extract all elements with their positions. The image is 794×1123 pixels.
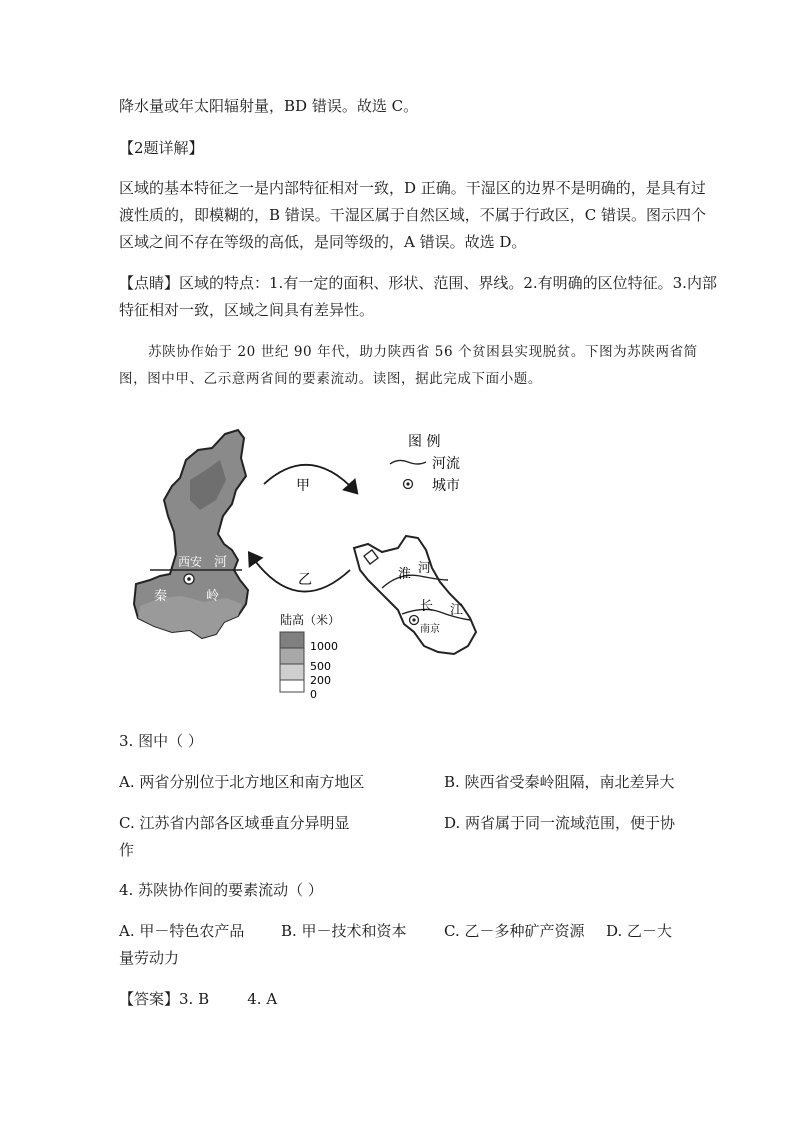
- q4-option-d[interactable]: D. 乙－大: [606, 922, 673, 940]
- q3-stem: 3. 图中（ ）: [119, 732, 203, 750]
- arrow-jia: [264, 465, 356, 492]
- two-province-map: [120, 420, 500, 710]
- q4-option-c[interactable]: C. 乙－多种矿产资源: [444, 922, 585, 940]
- answer-text: 3. B 4. A: [179, 990, 278, 1008]
- q3-option-d[interactable]: D. 两省属于同一流域范围，便于协: [444, 814, 676, 832]
- elev-label-500: 500: [310, 660, 331, 673]
- label-xian: 西安: [178, 555, 203, 569]
- text-line-5: 区域之间不存在等级的高低，是同等级的，A 错误。故选 D。: [119, 233, 527, 251]
- label-jia: 甲: [296, 478, 310, 494]
- q4-option-b[interactable]: B. 甲－技术和资本: [281, 922, 407, 940]
- legend-title: 图 例: [408, 434, 441, 450]
- q4-option-d-cont: 量劳动力: [119, 949, 180, 967]
- label-wei: 渭: [148, 555, 162, 570]
- label-he-jiangsu: 河: [418, 561, 432, 576]
- q3-option-b[interactable]: B. 陕西省受秦岭阻隔，南北差异大: [444, 773, 675, 791]
- q3-option-c[interactable]: C. 江苏省内部各区域垂直分异明显: [119, 814, 350, 832]
- q3-option-d-cont: 作: [119, 841, 135, 859]
- passage-line-2: 图，图中甲、乙示意两省间的要素流动。读图，据此完成下面小题。: [119, 371, 542, 387]
- elev-swatch-0: [280, 680, 304, 692]
- text-line-4: 渡性质的，即模糊的，B 错误。干湿区属于自然区域，不属于行政区，C 错误。图示四个: [119, 206, 707, 224]
- elev-swatch-200: [280, 664, 304, 680]
- legend-river-label: 河流: [432, 456, 460, 472]
- label-nanjing: 南京: [420, 624, 440, 635]
- text-line-1: 降水量或年太阳辐射量，BD 错误。故选 C。: [119, 97, 419, 115]
- legend-river-icon: [390, 460, 426, 464]
- text-line-3: 区域的基本特征之一是内部特征相对一致，D 正确。干湿区的边界不是明确的，是具有过: [119, 179, 706, 197]
- text-line-6: 【点睛】区域的特点：1.有一定的面积、形状、范围、界线。2.有明确的区位特征。3.内部: [119, 274, 717, 292]
- q4-option-a[interactable]: A. 甲－特色农产品: [119, 922, 245, 940]
- answer-line: [119, 989, 277, 1009]
- elevation-legend-title: 陆高（米）: [280, 613, 341, 627]
- q4-stem: 4. 苏陕协作间的要素流动（ ）: [119, 881, 323, 899]
- elev-label-1000: 1000: [310, 640, 338, 653]
- elev-label-200: 200: [310, 674, 331, 687]
- text-line-7: 特征相对一致，区域之间具有差异性。: [119, 301, 375, 319]
- label-chang: 长: [420, 599, 434, 614]
- label-ling: 岭: [206, 589, 220, 604]
- elev-label-0: 0: [310, 688, 317, 701]
- section-heading-2: 【2题详解】: [119, 139, 204, 157]
- elev-swatch-500: [280, 648, 304, 664]
- label-huai: 淮: [398, 567, 412, 582]
- legend-city-label: 城市: [432, 478, 460, 494]
- q3-option-a[interactable]: A. 两省分别位于北方地区和南方地区: [119, 773, 365, 791]
- label-he-shaanxi: 河: [214, 555, 228, 570]
- elev-swatch-1000: [280, 632, 304, 648]
- answer-label: 【答案】: [119, 990, 180, 1008]
- label-yi: 乙: [298, 572, 312, 588]
- label-jiang: 江: [450, 603, 464, 618]
- passage-line-1: 苏陕协作始于 20 世纪 90 年代，助力陕西省 56 个贫困县实现脱贫。下图为苏陕两省简: [148, 344, 698, 360]
- label-qin: 秦: [154, 589, 168, 604]
